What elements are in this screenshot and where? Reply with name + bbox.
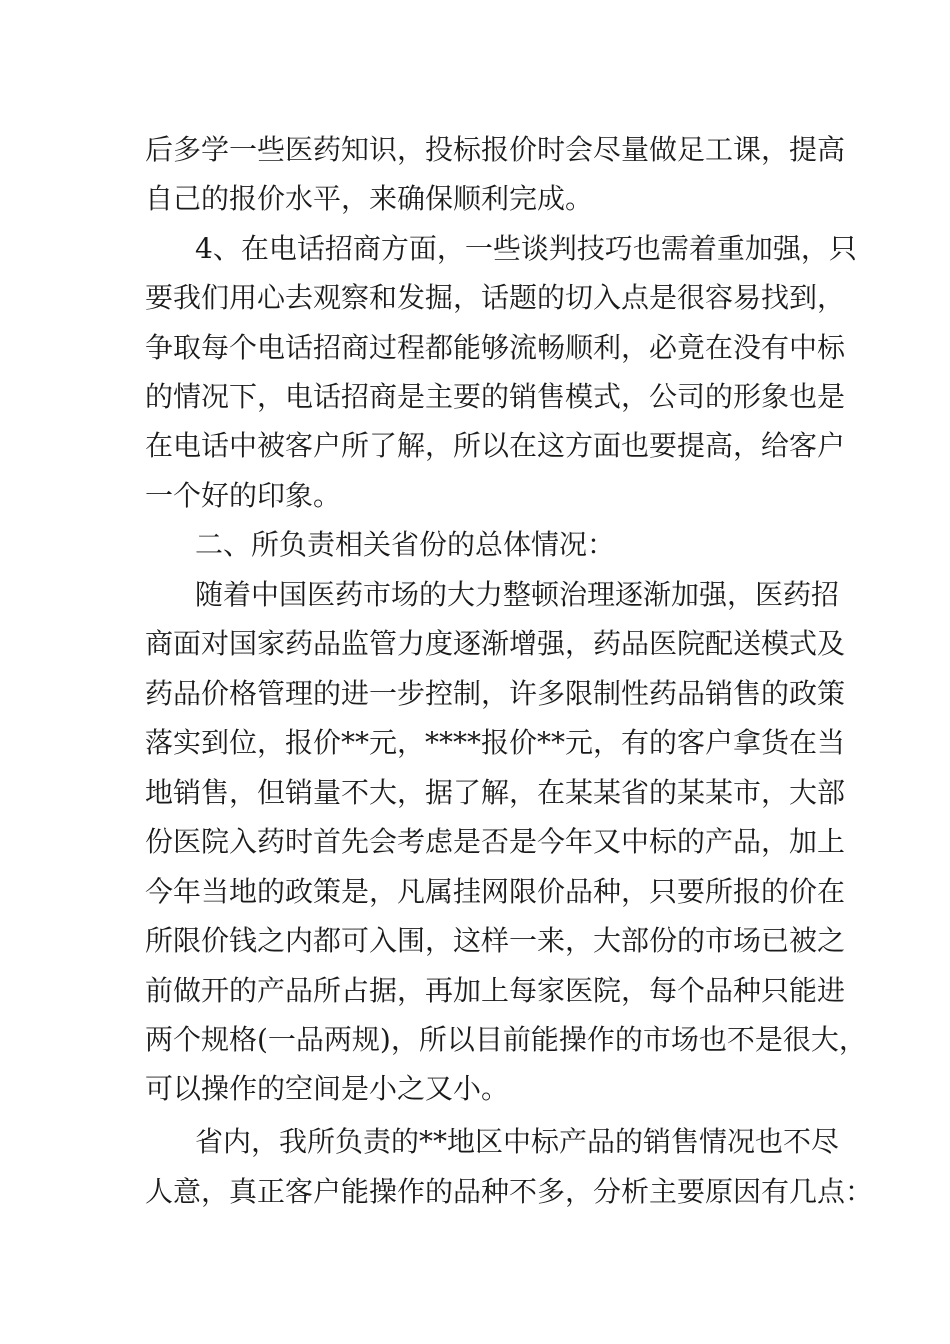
- paragraph-start-line: 随着中国医药市场的大力整顿治理逐渐加强，医药招: [195, 578, 840, 611]
- text-line: 后多学一些医药知识，投标报价时会尽量做足工课，提高: [145, 133, 846, 166]
- paragraph-start-line: 省内，我所负责的**地区中标产品的销售情况也不尽: [195, 1125, 840, 1158]
- text-line: 自己的报价水平，来确保顺利完成。: [145, 182, 594, 215]
- text-line: 今年当地的政策是，凡属挂网限价品种，只要所报的价在: [145, 875, 846, 908]
- text-line: 地销售，但销量不大，据了解，在某某省的某某市，大部: [145, 776, 846, 809]
- text-line: 所限价钱之内都可入围，这样一来，大部份的市场已被之: [145, 924, 846, 957]
- text-line: 在电话中被客户所了解，所以在这方面也要提高，给客户: [145, 429, 846, 462]
- text-line: 药品价格管理的进一步控制，许多限制性药品销售的政策: [145, 677, 846, 710]
- paragraph-start-line: 4、在电话招商方面，一些谈判技巧也需着重加强，只: [195, 232, 857, 265]
- text-line: 份医院入药时首先会考虑是否是今年又中标的产品，加上: [145, 825, 846, 858]
- text-line: 商面对国家药品监管力度逐渐增强，药品医院配送模式及: [145, 627, 846, 660]
- section-heading: 二、所负责相关省份的总体情况：: [195, 528, 616, 561]
- text-line: 人意，真正客户能操作的品种不多，分析主要原因有几点：: [145, 1175, 874, 1208]
- text-line: 前做开的产品所占据，再加上每家医院，每个品种只能进: [145, 974, 846, 1007]
- text-line: 可以操作的空间是小之又小。: [145, 1072, 510, 1105]
- text-line: 一个好的印象。: [145, 479, 342, 512]
- text-line: 落实到位，报价**元，****报价**元，有的客户拿货在当: [145, 726, 846, 759]
- text-line: 的情况下，电话招商是主要的销售模式，公司的形象也是: [145, 380, 846, 413]
- text-line: 争取每个电话招商过程都能够流畅顺利，必竟在没有中标: [145, 331, 846, 364]
- text-line: 两个规格(一品两规)，所以目前能操作的市场也不是很大，: [145, 1023, 867, 1056]
- text-line: 要我们用心去观察和发掘，话题的切入点是很容易找到，: [145, 281, 846, 314]
